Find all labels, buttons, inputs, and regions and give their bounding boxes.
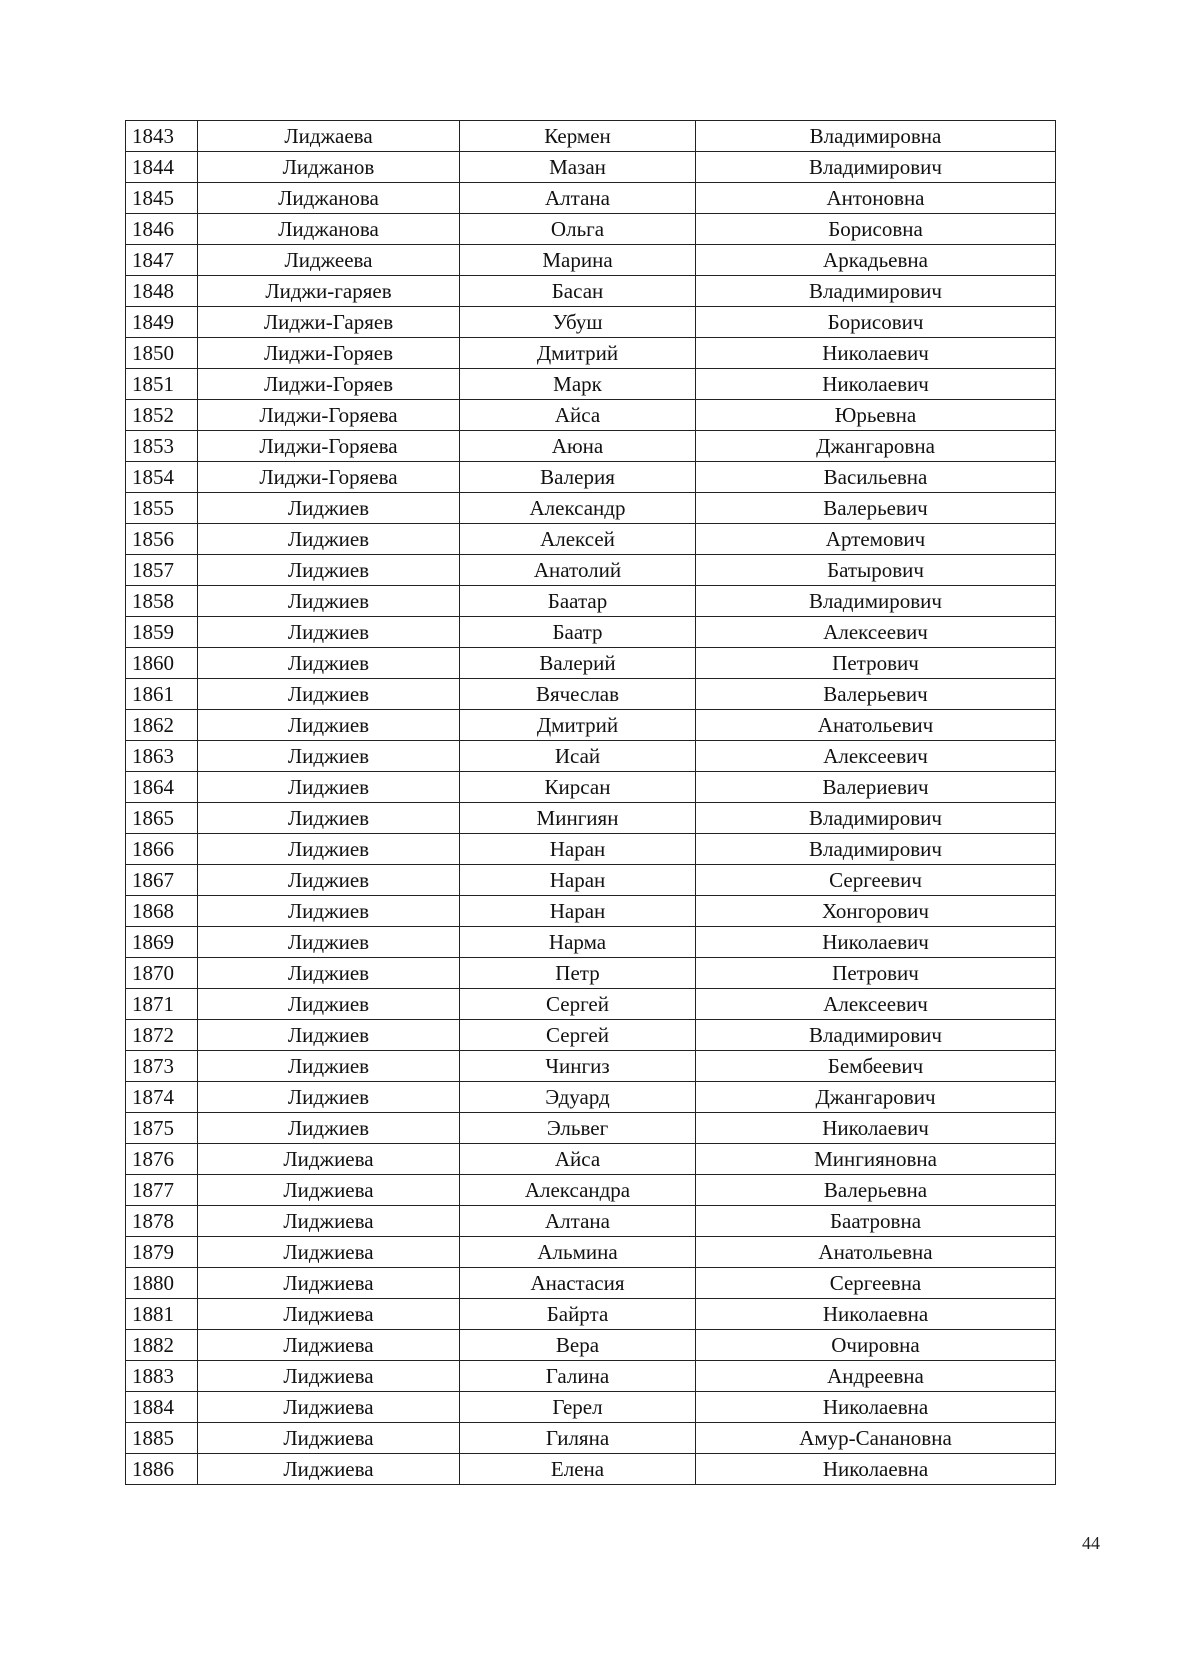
last-name-cell: Лиджанова xyxy=(198,183,460,214)
first-name-cell: Баатр xyxy=(460,617,696,648)
patronymic-cell: Мингияновна xyxy=(696,1144,1056,1175)
row-number-cell: 1860 xyxy=(126,648,198,679)
last-name-cell: Лиджиева xyxy=(198,1175,460,1206)
patronymic-cell: Батырович xyxy=(696,555,1056,586)
first-name-cell: Наран xyxy=(460,896,696,927)
patronymic-cell: Андреевна xyxy=(696,1361,1056,1392)
first-name-cell: Нарма xyxy=(460,927,696,958)
patronymic-cell: Анатольевна xyxy=(696,1237,1056,1268)
last-name-cell: Лиджаева xyxy=(198,121,460,152)
patronymic-cell: Владимировна xyxy=(696,121,1056,152)
first-name-cell: Байрта xyxy=(460,1299,696,1330)
last-name-cell: Лиджиева xyxy=(198,1268,460,1299)
patronymic-cell: Анатольевич xyxy=(696,710,1056,741)
table-row xyxy=(126,121,1056,152)
last-name-cell: Лиджи-Горяева xyxy=(198,462,460,493)
row-number-cell: 1856 xyxy=(126,524,198,555)
last-name-cell: Лиджиев xyxy=(198,586,460,617)
row-number-cell: 1876 xyxy=(126,1144,198,1175)
last-name-cell: Лиджи-Горяева xyxy=(198,431,460,462)
row-number-cell: 1847 xyxy=(126,245,198,276)
patronymic-cell: Николаевич xyxy=(696,1113,1056,1144)
table-row xyxy=(126,214,1056,245)
row-number-cell: 1850 xyxy=(126,338,198,369)
table-row xyxy=(126,245,1056,276)
table-row xyxy=(126,1051,1056,1082)
row-number-cell: 1886 xyxy=(126,1454,198,1485)
patronymic-cell: Петрович xyxy=(696,958,1056,989)
table-row xyxy=(126,152,1056,183)
row-number-cell: 1867 xyxy=(126,865,198,896)
table-row xyxy=(126,1144,1056,1175)
first-name-cell: Александра xyxy=(460,1175,696,1206)
table-row xyxy=(126,1206,1056,1237)
table-row xyxy=(126,338,1056,369)
row-number-cell: 1849 xyxy=(126,307,198,338)
first-name-cell: Эдуард xyxy=(460,1082,696,1113)
last-name-cell: Лиджиев xyxy=(198,710,460,741)
first-name-cell: Марина xyxy=(460,245,696,276)
last-name-cell: Лиджиев xyxy=(198,617,460,648)
table-row xyxy=(126,307,1056,338)
row-number-cell: 1848 xyxy=(126,276,198,307)
table-row xyxy=(126,679,1056,710)
row-number-cell: 1885 xyxy=(126,1423,198,1454)
patronymic-cell: Алексеевич xyxy=(696,989,1056,1020)
row-number-cell: 1852 xyxy=(126,400,198,431)
patronymic-cell: Николаевна xyxy=(696,1299,1056,1330)
table-row xyxy=(126,1020,1056,1051)
row-number-cell: 1851 xyxy=(126,369,198,400)
first-name-cell: Баатар xyxy=(460,586,696,617)
row-number-cell: 1861 xyxy=(126,679,198,710)
last-name-cell: Лиджиев xyxy=(198,803,460,834)
row-number-cell: 1871 xyxy=(126,989,198,1020)
table-row xyxy=(126,493,1056,524)
patronymic-cell: Борисович xyxy=(696,307,1056,338)
patronymic-cell: Джангаровна xyxy=(696,431,1056,462)
last-name-cell: Лиджиева xyxy=(198,1392,460,1423)
row-number-cell: 1869 xyxy=(126,927,198,958)
row-number-cell: 1882 xyxy=(126,1330,198,1361)
patronymic-cell: Николаевна xyxy=(696,1454,1056,1485)
last-name-cell: Лиджиева xyxy=(198,1206,460,1237)
patronymic-cell: Аркадьевна xyxy=(696,245,1056,276)
last-name-cell: Лиджиев xyxy=(198,648,460,679)
row-number-cell: 1865 xyxy=(126,803,198,834)
first-name-cell: Мингиян xyxy=(460,803,696,834)
table-row xyxy=(126,834,1056,865)
first-name-cell: Елена xyxy=(460,1454,696,1485)
patronymic-cell: Юрьевна xyxy=(696,400,1056,431)
first-name-cell: Валерия xyxy=(460,462,696,493)
last-name-cell: Лиджиева xyxy=(198,1299,460,1330)
first-name-cell: Алтана xyxy=(460,1206,696,1237)
first-name-cell: Гиляна xyxy=(460,1423,696,1454)
last-name-cell: Лиджиев xyxy=(198,741,460,772)
last-name-cell: Лиджиев xyxy=(198,493,460,524)
last-name-cell: Лиджиев xyxy=(198,834,460,865)
last-name-cell: Лиджиев xyxy=(198,1113,460,1144)
table-row xyxy=(126,741,1056,772)
patronymic-cell: Валерьевич xyxy=(696,493,1056,524)
last-name-cell: Лиджи-Горяева xyxy=(198,400,460,431)
first-name-cell: Эльвег xyxy=(460,1113,696,1144)
table-row xyxy=(126,989,1056,1020)
first-name-cell: Ольга xyxy=(460,214,696,245)
table-row xyxy=(126,1175,1056,1206)
row-number-cell: 1879 xyxy=(126,1237,198,1268)
table-row xyxy=(126,462,1056,493)
patronymic-cell: Сергеевич xyxy=(696,865,1056,896)
last-name-cell: Лиджиев xyxy=(198,555,460,586)
first-name-cell: Вера xyxy=(460,1330,696,1361)
row-number-cell: 1868 xyxy=(126,896,198,927)
last-name-cell: Лиджиев xyxy=(198,1082,460,1113)
table-row xyxy=(126,927,1056,958)
last-name-cell: Лиджиев xyxy=(198,958,460,989)
first-name-cell: Кермен xyxy=(460,121,696,152)
table-row xyxy=(126,524,1056,555)
row-number-cell: 1859 xyxy=(126,617,198,648)
table-row xyxy=(126,1392,1056,1423)
last-name-cell: Лиджиев xyxy=(198,1051,460,1082)
row-number-cell: 1854 xyxy=(126,462,198,493)
first-name-cell: Басан xyxy=(460,276,696,307)
first-name-cell: Анатолий xyxy=(460,555,696,586)
table-row xyxy=(126,865,1056,896)
row-number-cell: 1866 xyxy=(126,834,198,865)
first-name-cell: Александр xyxy=(460,493,696,524)
patronymic-cell: Хонгорович xyxy=(696,896,1056,927)
row-number-cell: 1881 xyxy=(126,1299,198,1330)
table-row xyxy=(126,1268,1056,1299)
row-number-cell: 1880 xyxy=(126,1268,198,1299)
patronymic-cell: Николаевич xyxy=(696,369,1056,400)
table-row xyxy=(126,1423,1056,1454)
row-number-cell: 1870 xyxy=(126,958,198,989)
row-number-cell: 1872 xyxy=(126,1020,198,1051)
last-name-cell: Лиджиева xyxy=(198,1423,460,1454)
first-name-cell: Вячеслав xyxy=(460,679,696,710)
patronymic-cell: Борисовна xyxy=(696,214,1056,245)
table-row xyxy=(126,958,1056,989)
last-name-cell: Лиджи-гаряев xyxy=(198,276,460,307)
patronymic-cell: Артемович xyxy=(696,524,1056,555)
last-name-cell: Лиджиева xyxy=(198,1361,460,1392)
row-number-cell: 1845 xyxy=(126,183,198,214)
row-number-cell: 1858 xyxy=(126,586,198,617)
patronymic-cell: Амур-Санановна xyxy=(696,1423,1056,1454)
patronymic-cell: Валерьевна xyxy=(696,1175,1056,1206)
last-name-cell: Лиджиев xyxy=(198,989,460,1020)
table-row xyxy=(126,369,1056,400)
table-row xyxy=(126,896,1056,927)
last-name-cell: Лиджеева xyxy=(198,245,460,276)
row-number-cell: 1874 xyxy=(126,1082,198,1113)
first-name-cell: Галина xyxy=(460,1361,696,1392)
patronymic-cell: Очировна xyxy=(696,1330,1056,1361)
last-name-cell: Лиджи-Гаряев xyxy=(198,307,460,338)
row-number-cell: 1864 xyxy=(126,772,198,803)
patronymic-cell: Владимирович xyxy=(696,586,1056,617)
row-number-cell: 1862 xyxy=(126,710,198,741)
first-name-cell: Чингиз xyxy=(460,1051,696,1082)
first-name-cell: Марк xyxy=(460,369,696,400)
row-number-cell: 1877 xyxy=(126,1175,198,1206)
patronymic-cell: Владимирович xyxy=(696,152,1056,183)
row-number-cell: 1843 xyxy=(126,121,198,152)
patronymic-cell: Николаевич xyxy=(696,927,1056,958)
row-number-cell: 1863 xyxy=(126,741,198,772)
last-name-cell: Лиджиев xyxy=(198,524,460,555)
first-name-cell: Исай xyxy=(460,741,696,772)
first-name-cell: Анастасия xyxy=(460,1268,696,1299)
last-name-cell: Лиджиева xyxy=(198,1454,460,1485)
page-number: 44 xyxy=(1082,1533,1100,1553)
table-row xyxy=(126,710,1056,741)
patronymic-cell: Сергеевна xyxy=(696,1268,1056,1299)
row-number-cell: 1844 xyxy=(126,152,198,183)
table-row xyxy=(126,276,1056,307)
table-row xyxy=(126,1237,1056,1268)
last-name-cell: Лиджиева xyxy=(198,1144,460,1175)
patronymic-cell: Владимирович xyxy=(696,803,1056,834)
first-name-cell: Дмитрий xyxy=(460,338,696,369)
row-number-cell: 1857 xyxy=(126,555,198,586)
table-row xyxy=(126,183,1056,214)
row-number-cell: 1883 xyxy=(126,1361,198,1392)
patronymic-cell: Николаевна xyxy=(696,1392,1056,1423)
last-name-cell: Лиджанов xyxy=(198,152,460,183)
last-name-cell: Лиджиев xyxy=(198,679,460,710)
first-name-cell: Алексей xyxy=(460,524,696,555)
first-name-cell: Альмина xyxy=(460,1237,696,1268)
table-row xyxy=(126,586,1056,617)
table-row xyxy=(126,1454,1056,1485)
table-row xyxy=(126,1299,1056,1330)
table-row xyxy=(126,555,1056,586)
first-name-cell: Мазан xyxy=(460,152,696,183)
first-name-cell: Айса xyxy=(460,1144,696,1175)
first-name-cell: Валерий xyxy=(460,648,696,679)
patronymic-cell: Валериевич xyxy=(696,772,1056,803)
table-row xyxy=(126,431,1056,462)
first-name-cell: Дмитрий xyxy=(460,710,696,741)
first-name-cell: Наран xyxy=(460,834,696,865)
table-row xyxy=(126,772,1056,803)
first-name-cell: Герел xyxy=(460,1392,696,1423)
first-name-cell: Убуш xyxy=(460,307,696,338)
last-name-cell: Лиджиев xyxy=(198,927,460,958)
last-name-cell: Лиджи-Горяев xyxy=(198,338,460,369)
patronymic-cell: Васильевна xyxy=(696,462,1056,493)
table-row xyxy=(126,400,1056,431)
patronymic-cell: Алексеевич xyxy=(696,617,1056,648)
patronymic-cell: Алексеевич xyxy=(696,741,1056,772)
patronymic-cell: Джангарович xyxy=(696,1082,1056,1113)
row-number-cell: 1875 xyxy=(126,1113,198,1144)
patronymic-cell: Владимирович xyxy=(696,276,1056,307)
row-number-cell: 1884 xyxy=(126,1392,198,1423)
patronymic-cell: Баатровна xyxy=(696,1206,1056,1237)
first-name-cell: Алтана xyxy=(460,183,696,214)
table-row xyxy=(126,1330,1056,1361)
table-row xyxy=(126,1361,1056,1392)
first-name-cell: Айса xyxy=(460,400,696,431)
first-name-cell: Кирсан xyxy=(460,772,696,803)
table-row xyxy=(126,1113,1056,1144)
first-name-cell: Наран xyxy=(460,865,696,896)
last-name-cell: Лиджанова xyxy=(198,214,460,245)
table-row xyxy=(126,803,1056,834)
table-row xyxy=(126,1082,1056,1113)
patronymic-cell: Николаевич xyxy=(696,338,1056,369)
last-name-cell: Лиджиева xyxy=(198,1330,460,1361)
row-number-cell: 1846 xyxy=(126,214,198,245)
patronymic-cell: Владимирович xyxy=(696,1020,1056,1051)
patronymic-cell: Бембеевич xyxy=(696,1051,1056,1082)
row-number-cell: 1873 xyxy=(126,1051,198,1082)
roster-table xyxy=(125,120,1056,1485)
first-name-cell: Аюна xyxy=(460,431,696,462)
last-name-cell: Лиджиев xyxy=(198,896,460,927)
last-name-cell: Лиджиев xyxy=(198,772,460,803)
first-name-cell: Сергей xyxy=(460,989,696,1020)
patronymic-cell: Антоновна xyxy=(696,183,1056,214)
last-name-cell: Лиджи-Горяев xyxy=(198,369,460,400)
row-number-cell: 1878 xyxy=(126,1206,198,1237)
table-row xyxy=(126,648,1056,679)
roster-table-body xyxy=(126,121,1056,1485)
table-row xyxy=(126,617,1056,648)
patronymic-cell: Владимирович xyxy=(696,834,1056,865)
row-number-cell: 1855 xyxy=(126,493,198,524)
first-name-cell: Сергей xyxy=(460,1020,696,1051)
last-name-cell: Лиджиев xyxy=(198,1020,460,1051)
last-name-cell: Лиджиева xyxy=(198,1237,460,1268)
row-number-cell: 1853 xyxy=(126,431,198,462)
patronymic-cell: Валерьевич xyxy=(696,679,1056,710)
patronymic-cell: Петрович xyxy=(696,648,1056,679)
first-name-cell: Петр xyxy=(460,958,696,989)
last-name-cell: Лиджиев xyxy=(198,865,460,896)
